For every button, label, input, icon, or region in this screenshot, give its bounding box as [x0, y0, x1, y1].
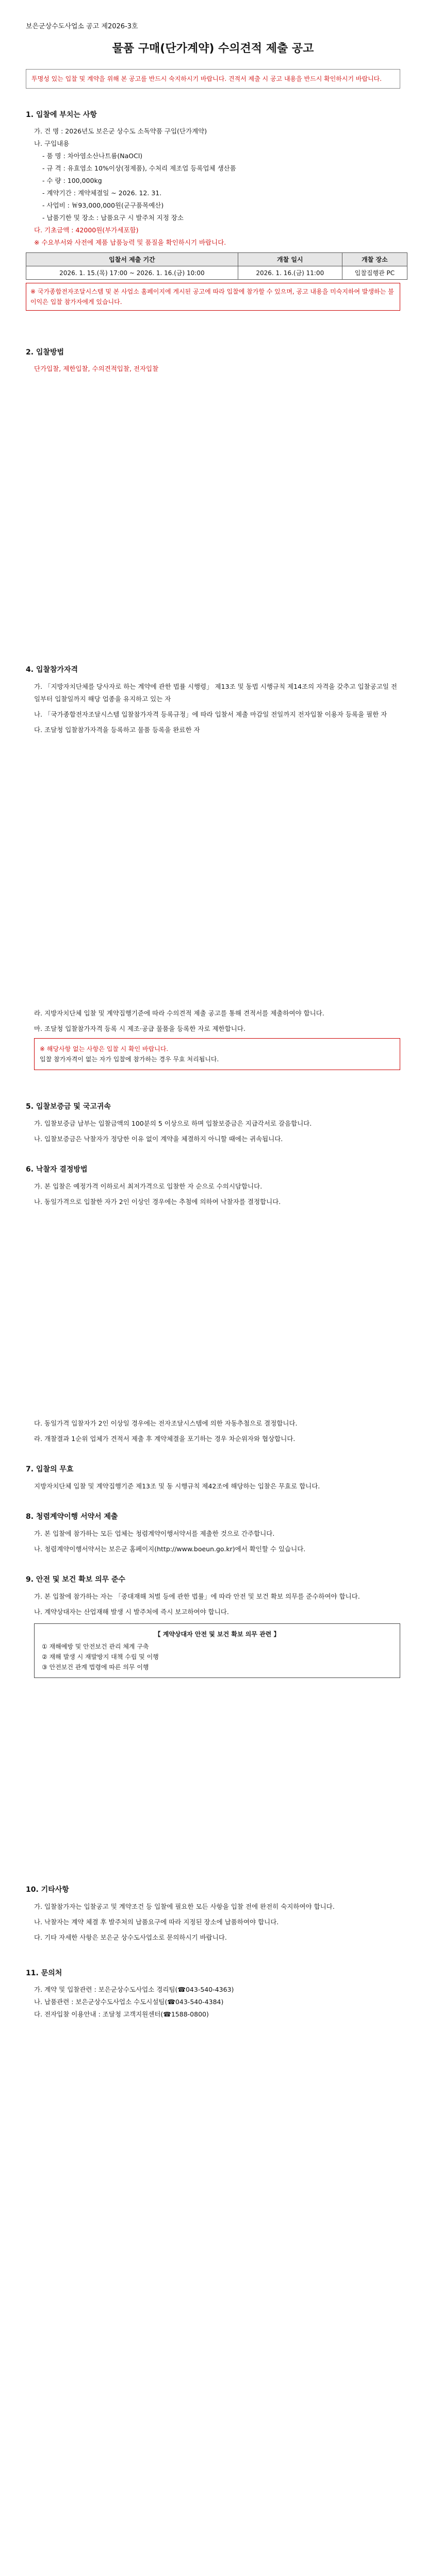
- s1-item: 가. 건 명 : 2026년도 보은군 상수도 소독약품 구입(단가계약): [34, 127, 207, 135]
- s1-item: - 계약기간 : 계약체결일 ~ 2026. 12. 31.: [42, 189, 162, 197]
- s1-item: 나. 구입내용: [34, 140, 70, 147]
- schedule-cell: 2026. 1. 16.(금) 11:00: [238, 266, 342, 280]
- section-11-title: 11. 문의처: [26, 1969, 62, 1977]
- s6-para: 나. 동일가격으로 입찰한 자가 2인 이상인 경우에는 추첨에 의하여 낙찰자를 결정합니다.: [34, 1198, 281, 1206]
- warning-line: 입찰 참가자격이 없는 자가 입찰에 참가하는 경우 무효 처리됩니다.: [40, 1056, 219, 1063]
- contact-item: 가. 계약 및 입찰관련 : 보은군상수도사업소 경리팀(☎043-540-4363): [34, 1986, 234, 1993]
- schedule-table: [26, 252, 407, 280]
- section-5-title: 5. 입찰보증금 및 국고귀속: [26, 1103, 111, 1111]
- base-price: 다. 기초금액 : 42000원(부가세포함): [34, 226, 139, 234]
- warning-box: [34, 1038, 400, 1070]
- s6-para: 가. 본 입찰은 예정가격 이하로서 최저가격으로 입찰한 자 순으로 수의시담합니다.: [34, 1182, 263, 1190]
- section-8-title: 8. 청렴계약이행 서약서 제출: [26, 1513, 118, 1521]
- bid-method: 단가입찰, 제한입찰, 수의견적입찰, 전자입찰: [34, 365, 159, 372]
- safety-line: ② 재해 발생 시 재발방지 대책 수립 및 이행: [42, 1653, 159, 1660]
- schedule-cell: 2026. 1. 15.(목) 17:00 ~ 2026. 1. 16.(금) 10:00: [26, 266, 238, 280]
- schedule-cell: 입찰집행관 PC: [342, 266, 407, 280]
- s5-para: 가. 입찰보증금 납부는 입찰금액의 100분의 5 이상으로 하며 입찰보증금은 지급각서로 갈음합니다.: [34, 1120, 312, 1127]
- safety-line: ① 재해예방 및 안전보건 관리 체계 구축: [42, 1643, 149, 1650]
- section-6-title: 6. 낙찰자 결정방법: [26, 1165, 88, 1174]
- s6-para: 라. 개찰결과 1순위 업체가 견적서 제출 후 계약체결을 포기하는 경우 차순위자와 협상합니다.: [34, 1435, 296, 1443]
- s9-para: 가. 본 입찰에 참가하는 자는 「중대재해 처벌 등에 관한 법률」에 따라 안전 및 보건 확보 의무를 준수하여야 합니다.: [34, 1592, 360, 1600]
- page-title: 물품 구매(단가계약) 수의견적 제출 공고: [112, 42, 314, 55]
- schedule-note-box: ※ 국가종합전자조달시스템 및 본 사업소 홈페이지에 게시된 공고에 따라 입찰에 참가할 수 있으며, 공고 내용을 미숙지하여 발생하는 불이익은 입찰 참가자에게 있습니다.: [26, 283, 400, 311]
- section-1-title: 1. 입찰에 부치는 사항: [26, 111, 97, 119]
- s7-para: 지방자치단체 입찰 및 계약집행기준 제13조 및 동 시행규칙 제42조에 해당하는 입찰은 무효로 합니다.: [34, 1482, 320, 1490]
- contact-item: 나. 납품관련 : 보은군상수도사업소 수도시설팀(☎043-540-4384): [34, 1998, 224, 2006]
- s4-para: 다. 조달청 입찰참가자격을 등록하고 물품 등록을 완료한 자: [34, 726, 200, 734]
- s5-para: 나. 입찰보증금은 낙찰자가 정당한 이유 없이 계약을 체결하지 아니할 때에는 귀속됩니다.: [34, 1135, 283, 1143]
- s1-note: ※ 수요부서와 사전에 제품 납품능력 및 품질을 확인하시기 바랍니다.: [34, 239, 226, 246]
- contact-item: 다. 전자입찰 이용안내 : 조달청 고객지원센터(☎1588-0800): [34, 2010, 209, 2018]
- intro-box: 투명성 있는 입찰 및 계약을 위해 본 공고를 반드시 숙지하시기 바랍니다. 견적서 제출 시 공고 내용을 반드시 확인하시기 바랍니다.: [26, 69, 400, 89]
- section-4-title: 4. 입찰참가자격: [26, 666, 78, 674]
- s1-item: - 수 량 : 100,000kg: [42, 177, 102, 184]
- s4-para: 가. 「지방자치단체를 당사자로 하는 계약에 관한 법률 시행령」 제13조 및 동법 시행규칙 제14조의 자격을 갖추고 입찰공고일 전일부터 입찰일까지 해당 업종을 유지하고 있는 자: [34, 683, 397, 703]
- section-2-title: 2. 입찰방법: [26, 348, 64, 357]
- s4-para: 마. 조달청 입찰참가자격 등록 시 제조·공급 물품을 등록한 자로 제한합니다.: [34, 1025, 245, 1032]
- warning-line: ※ 해당사항 없는 사항은 입찰 시 확인 바랍니다.: [40, 1045, 169, 1053]
- s4-para: 라. 지방자치단체 입찰 및 계약집행기준에 따라 수의견적 제출 공고를 통해 견적서를 제출하여야 합니다.: [34, 1009, 324, 1017]
- s1-item: - 사업비 : ￦93,000,000원(군구품목예산): [42, 201, 164, 209]
- s1-item: - 규 격 : 유효염소 10%이상(정제품), 수처리 제조업 등록업체 생산품: [42, 164, 236, 172]
- schedule-header: 입찰서 제출 기간: [26, 253, 238, 266]
- safety-line: ③ 안전보건 관계 법령에 따른 의무 이행: [42, 1664, 149, 1671]
- s6-para: 다. 동일가격 입찰자가 2인 이상일 경우에는 전자조달시스템에 의한 자동추첨으로 결정합니다.: [34, 1419, 298, 1427]
- s9-para: 나. 계약상대자는 산업재해 발생 시 발주처에 즉시 보고하여야 합니다.: [34, 1608, 229, 1616]
- s1-item: - 납품기한 및 장소 : 납품요구 시 발주처 지정 장소: [42, 214, 184, 222]
- s8-para: 가. 본 입찰에 참가하는 모든 업체는 청렴계약이행서약서를 제출한 것으로 간주합니다.: [34, 1530, 275, 1537]
- table-row: [26, 266, 407, 280]
- s10-para: 다. 기타 자세한 사항은 보은군 상수도사업소로 문의하시기 바랍니다.: [34, 1934, 227, 1941]
- schedule-header: 개찰 일시: [238, 253, 342, 266]
- s8-para: 나. 청렴계약이행서약서는 보은군 홈페이지(http://www.boeun.go.kr)에서 확인할 수 있습니다.: [34, 1545, 306, 1553]
- safety-box: [34, 1623, 400, 1678]
- section-9-title: 9. 안전 및 보건 확보 의무 준수: [26, 1575, 126, 1584]
- s10-para: 나. 낙찰자는 계약 체결 후 발주처의 납품요구에 따라 지정된 장소에 납품하여야 합니다.: [34, 1918, 279, 1926]
- s4-para: 나. 「국가종합전자조달시스템 입찰참가자격 등록규정」에 따라 입찰서 제출 마감일 전일까지 전자입찰 이용자 등록을 필한 자: [34, 710, 387, 718]
- schedule-header: 개찰 장소: [342, 253, 407, 266]
- section-7-title: 7. 입찰의 무효: [26, 1465, 74, 1473]
- s10-para: 가. 입찰참가자는 입찰공고 및 계약조건 등 입찰에 필요한 모든 사항을 입찰 전에 완전히 숙지하여야 합니다.: [34, 1903, 335, 1910]
- s1-item: - 품 명 : 차아염소산나트륨(NaOCl): [42, 152, 143, 160]
- safety-box-head: 【 계약상대자 안전 및 보건 확보 의무 관련 】: [154, 1631, 280, 1638]
- section-10-title: 10. 기타사항: [26, 1886, 69, 1894]
- notice-number: 보은군상수도사업소 공고 제2026-3호: [26, 23, 138, 30]
